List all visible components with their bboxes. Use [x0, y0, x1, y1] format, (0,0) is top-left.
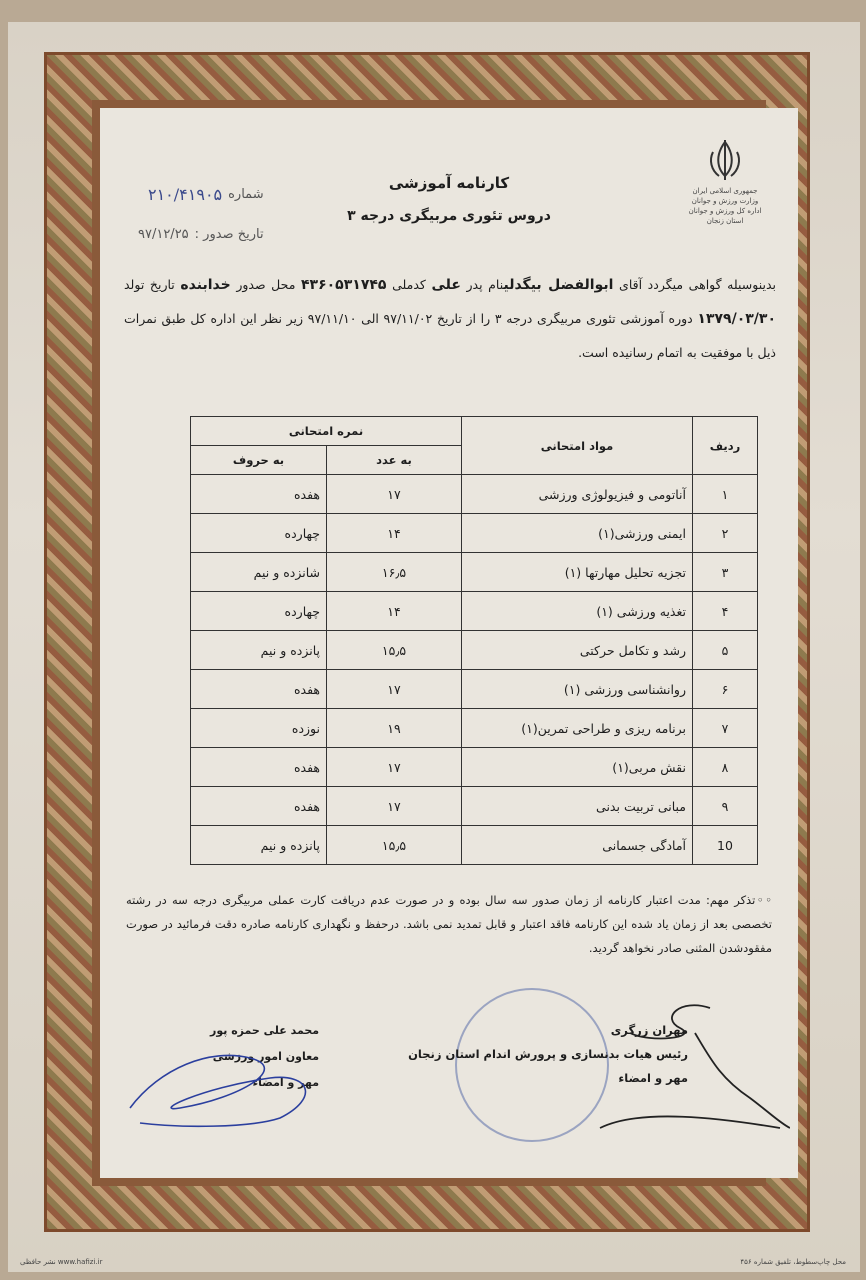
header-grade: نمره امتحانی: [191, 417, 462, 446]
signature-scribble-right: [480, 988, 790, 1138]
text-part-5: تاریخ تولد: [124, 277, 175, 292]
seal-label-right: مهر و امضاء: [618, 1071, 688, 1085]
footer-publisher: www.hafizi.ir نشر حافظی: [20, 1258, 103, 1266]
subject: مبانی تربیت بدنی: [462, 787, 693, 826]
certificate-body: [100, 108, 798, 1178]
grade-words: چهارده: [191, 592, 327, 631]
seal-label-left: مهر و امضاء: [252, 1076, 320, 1089]
document-title: کارنامه آموزشی: [388, 174, 510, 192]
table-row: [191, 514, 758, 553]
grade-words: پانزده و نیم: [191, 826, 327, 865]
grade-digits: ۱۴: [327, 592, 462, 631]
subject: نقش مربی(۱): [462, 748, 693, 787]
birth-date: ۱۳۷۹/۰۳/۳۰: [697, 311, 776, 327]
grades-table: [190, 416, 758, 865]
signer-name-left: محمد علی حمزه پور: [210, 1024, 320, 1037]
subject: رشد و تکامل حرکتی: [462, 631, 693, 670]
signer-title-left: معاون امور ورزشی: [212, 1050, 320, 1063]
text-part-2: نام پدر: [466, 277, 504, 292]
grade-digits: ۱۹: [327, 709, 462, 748]
emblem-line-3: اداره کل ورزش و جوانان استان زنجان: [688, 207, 762, 225]
grade-words: نوزده: [191, 709, 327, 748]
document-subtitle: دروس تئوری مربیگری درجه ۳: [347, 208, 551, 224]
subject: آمادگی جسمانی: [462, 826, 693, 865]
document-meta: [138, 174, 264, 254]
number-value: ۲۱۰/۴۱۹۰۵: [147, 184, 223, 204]
text-part-1: بدینوسیله گواهی میگردد آقای: [619, 277, 777, 292]
certificate-text: [124, 268, 776, 369]
grade-digits: ۱۶٫۵: [327, 553, 462, 592]
row-number: 10: [693, 826, 758, 865]
subject: ایمنی ورزشی(۱): [462, 514, 693, 553]
signer-title-right: رئیس هیات بدنسازی و پرورش اندام استان زنجان: [408, 1047, 688, 1061]
text-part-6: دوره آموزشی تئوری مربیگری درجه ۳ را از تاریخ ۹۷/۱۱/۰۲ الی ۹۷/۱۱/۱۰ زیر نظر این اداره کل طبق نمرات ذیل با موفقیت به اتمام رسانیده است.: [124, 311, 776, 360]
row-number: ۳: [693, 553, 758, 592]
important-note: ◦◦تذکر مهم: مدت اعتبار کارنامه از زمان صدور سه سال بوده و در صورت عدم دریافت کارت عملی مربیگری درجه سه در رشته تخصصی بعد از زمان یاد شده این کارنامه فاقد اعتبار و قابل تمدید نمی باشد. درحفظ و نگهداری کارنامه صادره دقت فرمائید در صورت مفقودشدن المثنی صادر نخواهد گردید.: [126, 893, 772, 955]
grade-words: چهارده: [191, 514, 327, 553]
grade-digits: ۱۷: [327, 670, 462, 709]
row-number: ۶: [693, 670, 758, 709]
grade-digits: ۱۷: [327, 787, 462, 826]
row-number: ۲: [693, 514, 758, 553]
header-words: به حروف: [191, 446, 327, 475]
date-value: ۹۷/۱۲/۲۵: [138, 226, 189, 242]
row-number: ۷: [693, 709, 758, 748]
date-label: تاریخ صدور :: [194, 226, 264, 242]
row-number: ۵: [693, 631, 758, 670]
table-row: [191, 787, 758, 826]
table-row: [191, 553, 758, 592]
row-number: ۹: [693, 787, 758, 826]
grade-digits: ۱۷: [327, 748, 462, 787]
emblem-line-1: جمهوری اسلامی ایران: [692, 187, 758, 195]
grade-words: شانزده و نیم: [191, 553, 327, 592]
table-row: [191, 592, 758, 631]
grade-words: پانزده و نیم: [191, 631, 327, 670]
emblem-line-2: وزارت ورزش و جوانان: [691, 197, 759, 205]
footer-print-info: محل چاپ‌سطوط، تلفیق شماره ۴۵۶: [740, 1258, 846, 1266]
subject: روانشناسی ورزشی (۱): [462, 670, 693, 709]
row-number: ۴: [693, 592, 758, 631]
grade-digits: ۱۷: [327, 475, 462, 514]
table-row: [191, 748, 758, 787]
subject: تغذیه ورزشی (۱): [462, 592, 693, 631]
header-row-number: ردیف: [693, 417, 758, 475]
table-row: [191, 475, 758, 514]
grade-words: هفده: [191, 748, 327, 787]
father-name: علی: [431, 277, 461, 293]
issue-place: خدابنده: [180, 277, 231, 293]
subject: آناتومی و فیزیولوژی ورزشی: [462, 475, 693, 514]
footer: [20, 1258, 846, 1266]
table-row: [191, 709, 758, 748]
row-number: ۸: [693, 748, 758, 787]
grade-digits: ۱۵٫۵: [327, 826, 462, 865]
table-row: [191, 826, 758, 865]
subject: برنامه ریزی و طراحی تمرین(۱): [462, 709, 693, 748]
grade-words: هفده: [191, 787, 327, 826]
table-row: [191, 631, 758, 670]
holder-name: ابوالفضل بیگدلی: [503, 277, 614, 293]
table-row: [191, 670, 758, 709]
row-number: ۱: [693, 475, 758, 514]
subject: تجزیه تحلیل مهارتها (۱): [462, 553, 693, 592]
signature-scribble-left: [120, 1028, 330, 1138]
signer-name-right: مهران زرگری: [610, 1023, 688, 1037]
text-part-4: محل صدور: [236, 277, 296, 292]
grade-digits: ۱۴: [327, 514, 462, 553]
header-subject: مواد امتحانی: [462, 417, 693, 475]
national-id: ۴۳۶۰۵۳۱۷۴۵: [301, 277, 387, 293]
grade-digits: ۱۵٫۵: [327, 631, 462, 670]
grade-words: هفده: [191, 475, 327, 514]
number-label: شماره: [228, 186, 264, 202]
header-digits: به عدد: [327, 446, 462, 475]
grade-words: هفده: [191, 670, 327, 709]
text-part-3: کدملی: [392, 277, 426, 292]
